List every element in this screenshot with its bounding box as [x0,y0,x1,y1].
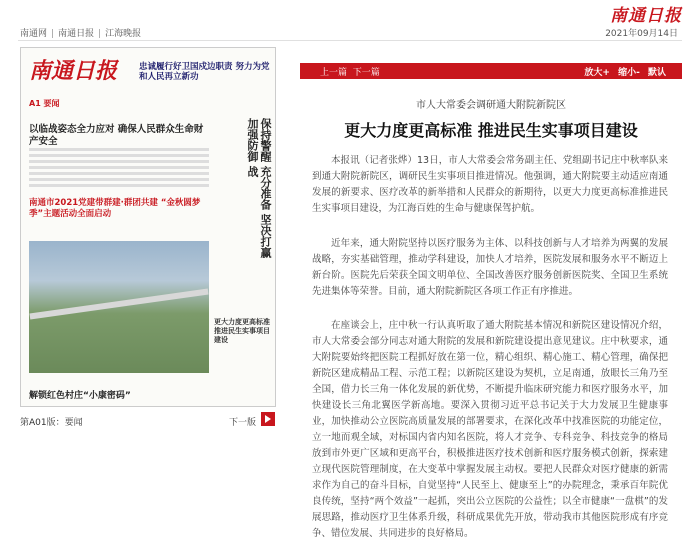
paper-bridge-photo [29,241,209,373]
site-masthead [0,0,700,24]
paper-edition: A1 要闻 [29,99,60,108]
article-subtitle: 市人大常委会调研通大附院新院区 [416,100,566,111]
article-nav [320,65,380,78]
paper-text-lines [29,148,209,190]
brand-logo[interactable]: 南通日报 [610,6,682,26]
article-paragraph: 近年来，通大附院坚持以医疗服务为主体、以科技创新与人才培养为两翼的发展战略，夯实基础管理，推动学科建设，加快人才培养，医院发展和服务水平不断迈上新台阶。医院先后荣获全国文明单位、全国改善医疗服务创新医院奖、全国卫生系统先进集体等荣誉。目前，通大附院新院区各项工作正有序推进。 [312,238,668,297]
prev-article-link[interactable]: 上一篇 [320,68,348,78]
article-toolbar [300,63,682,79]
nav-link-nantong-net[interactable]: 南通网 [20,29,48,39]
paper-logo: 南通日报 [29,58,118,84]
issue-date: 2021年09月14日 [605,29,678,39]
default-size-button[interactable]: 默认 [647,68,666,78]
article-paragraph: 本报讯（记者张烨）13日，市人大常委会常务副主任、党组副书记庄中秋率队来到通大附院新院区，调研民生实事项目推进情况。他强调，通大附院要主动适应南通发展的新要求、医疗改革的新举措和人民群众的新期待，以更大力度更高标准推进民生实事项目建设，为江海百姓的生命与健康保驾护航。 [312,155,668,214]
paper-lead-headline[interactable]: 忠诚履行好卫国戍边职责 努力为党和人民再立新功 [139,62,270,82]
paper-vertical-headline[interactable]: 保持警醒 充分准备 坚决打赢 加强防御 战 [246,118,272,258]
next-article-link[interactable]: 下一篇 [352,68,380,78]
article-paragraph: 在座谈会上，庄中秋一行认真听取了通大附院基本情况和新院区建设情况介绍，市人大常委会部分同志对通大附院的发展和新院建设提出意见建议。庄中秋要求，通大附院要始终把医院工程抓好放在第一位，精心组织、精心施工、精心管理，确保把新院区建成精品工程、示范工程；以新院区建设为契机，立足南通，放眼长三角乃至全国，借力长三角一体化发展的新优势，不断提升临床研究能力和医疗服务水平，加快建设长三角北翼医学新高地。要深入贯彻习近平总书记关于大力发展卫生健康事业，加快推动公立医院高质量发展的部署要求，在深化改革中找准医院的功能定位，立一地而观全域，对标国内省内知名医院，将人才竞争、专科竞争、科技竞争的格局放到市外更广区域和更高平台，积极推进医疗技术创新和医疗服务模式创新，探索建立现代医院管理制度，在大变革中掌握发展主动权。要把人民群众对医疗健康的新需求作为自己的奋斗目标，自觉坚持“人民至上、健康至上”的办院理念，秉承百年院优良传统，坚持“两个效益”一起抓，突出公立医院的公益性；以全市健康“一盘棋”的发展思路，推动医疗卫生体系升级，科研成果优先开放，带动我市其他医院形成有序竞争、错位发展、共同进步的良好格局。 [312,320,668,539]
next-page-arrow-icon[interactable] [261,412,275,426]
paper-red-headline[interactable]: 南通市2021党建带群建·群团共建 “金秋圆梦季”主题活动全面启动 [29,198,201,219]
divider [18,40,682,41]
paper-side-headline[interactable]: 更大力度更高标准 推进民生实事项目建设 [214,318,270,344]
nav-link-nantong-daily[interactable]: 南通日报 [58,29,95,39]
top-nav: 南通网 | 南通日报 | 江海晚报 [20,29,142,39]
next-page-link[interactable]: 下一版 [229,418,257,428]
nav-link-jianghai-evening[interactable]: 江海晚报 [105,29,142,39]
zoom-in-button[interactable]: 放大+ [584,68,610,78]
zoom-out-button[interactable]: 缩小- [618,68,640,78]
newspaper-page-thumbnail[interactable] [20,47,276,407]
font-size-controls [579,65,666,78]
paper-bottom-headline[interactable]: 解锁红色村庄“小康密码” [29,391,131,401]
bridge-shape [29,289,208,320]
paper-main-headline[interactable]: 以临战姿态全力应对 确保人民群众生命财产安全 [29,124,204,147]
page-label: 第A01版：要闻 [20,418,83,428]
article-title: 更大力度更高标准 推进民生实事项目建设 [344,121,638,140]
